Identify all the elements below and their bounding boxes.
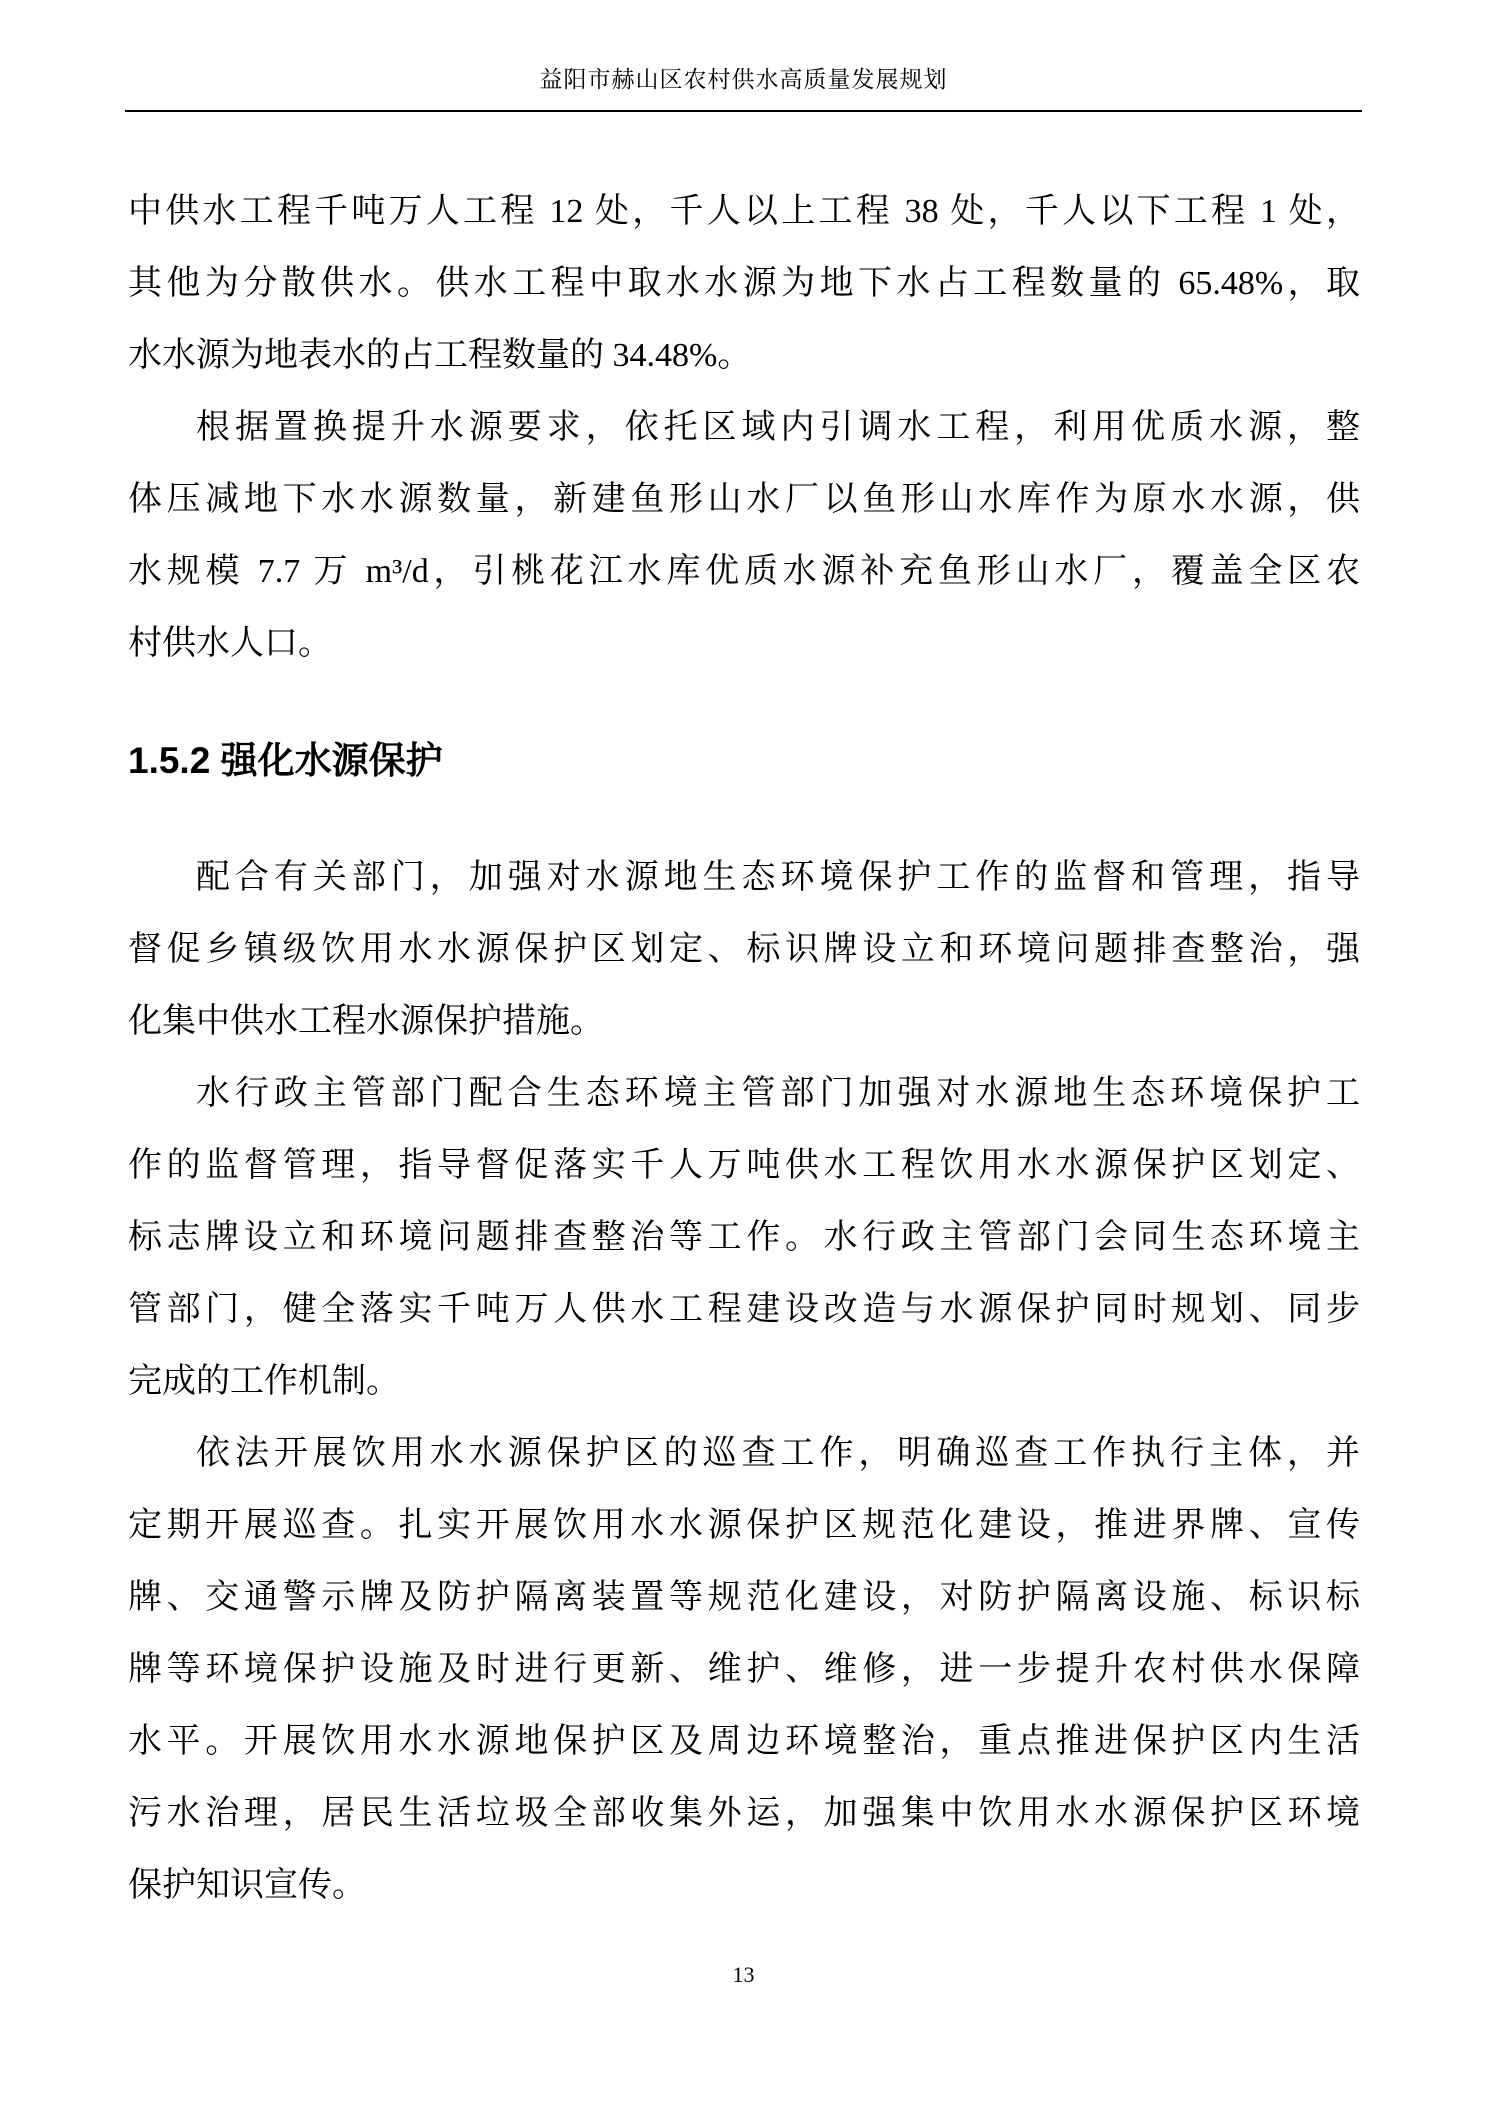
text-line: 管部门，健全落实千吨万人供水工程建设改造与水源保护同时规划、同步 — [128, 1291, 1360, 1328]
text-line: 中供水工程千吨万人工程 12 处，千人以上工程 38 处，千人以下工程 1 处， — [128, 193, 1360, 230]
text-line: 化集中供水工程水源保护措施。 — [128, 1003, 604, 1040]
text-line: 作的监督管理，指导督促落实千人万吨供水工程饮用水水源保护区划定、 — [128, 1147, 1360, 1184]
text-line: 牌等环境保护设施及时进行更新、维护、维修，进一步提升农村供水保障 — [128, 1651, 1360, 1688]
text-line: 保护知识宣传。 — [128, 1867, 366, 1904]
text-line: 污水治理，居民生活垃圾全部收集外运，加强集中饮用水水源保护区环境 — [128, 1795, 1360, 1832]
page-footer — [0, 1962, 1487, 1988]
paragraph-3 — [128, 842, 1360, 1058]
text-line: 体压减地下水水源数量，新建鱼形山水厂以鱼形山水库作为原水水源，供 — [128, 481, 1360, 518]
text-line: 牌、交通警示牌及防护隔离装置等规范化建设，对防护隔离设施、标识标 — [128, 1579, 1360, 1616]
text-line: 其他为分散供水。供水工程中取水水源为地下水占工程数量的 65.48%，取 — [128, 265, 1360, 302]
text-line: 水水源为地表水的占工程数量的 34.48%。 — [128, 337, 752, 374]
paragraph-2 — [128, 392, 1360, 680]
text-line: 完成的工作机制。 — [128, 1363, 400, 1400]
header-title: 益阳市赫山区农村供水高质量发展规划 — [539, 67, 948, 92]
text-line: 水规模 7.7 万 m³/d，引桃花江水库优质水源补充鱼形山水厂，覆盖全区农 — [128, 553, 1360, 590]
document-body — [0, 112, 1487, 1922]
paragraph-5 — [128, 1418, 1360, 1922]
text-line: 根据置换提升水源要求，依托区域内引调水工程，利用优质水源，整 — [196, 409, 1360, 446]
text-line: 水平。开展饮用水水源地保护区及周边环境整治，重点推进保护区内生活 — [128, 1723, 1360, 1760]
text-line: 定期开展巡查。扎实开展饮用水水源保护区规范化建设，推进界牌、宣传 — [128, 1507, 1360, 1544]
paragraph-1 — [128, 176, 1360, 392]
text-line: 依法开展饮用水水源保护区的巡查工作，明确巡查工作执行主体，并 — [196, 1435, 1360, 1472]
document-header — [0, 0, 1487, 112]
text-line: 水行政主管部门配合生态环境主管部门加强对水源地生态环境保护工 — [196, 1075, 1360, 1112]
section-heading: 1.5.2 强化水源保护 — [128, 740, 443, 781]
paragraph-4 — [128, 1058, 1360, 1418]
text-line: 配合有关部门，加强对水源地生态环境保护工作的监督和管理，指导 — [196, 859, 1360, 896]
text-line: 村供水人口。 — [128, 625, 332, 662]
text-line: 标志牌设立和环境问题排查整治等工作。水行政主管部门会同生态环境主 — [128, 1219, 1360, 1256]
text-line: 督促乡镇级饮用水水源保护区划定、标识牌设立和环境问题排查整治，强 — [128, 931, 1360, 968]
page-number: 13 — [732, 1962, 755, 1987]
